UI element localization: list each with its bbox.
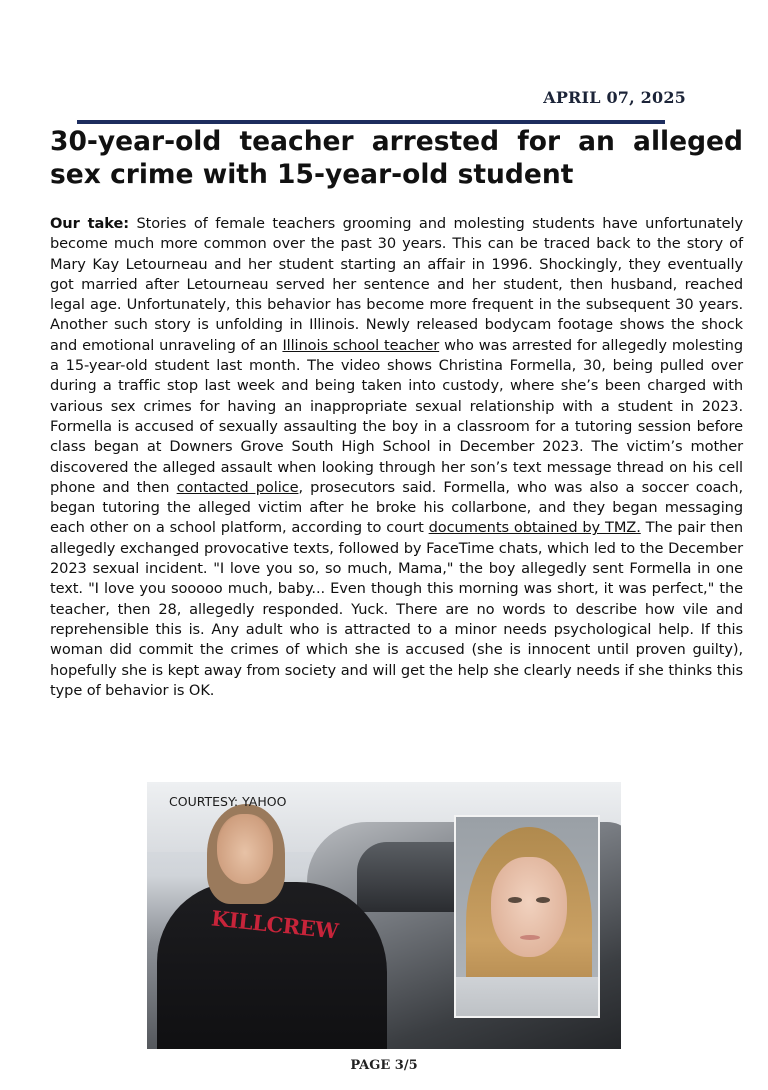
header-rule [77, 120, 665, 124]
photo-car-window [357, 842, 467, 912]
link-contacted-police[interactable]: contacted police [176, 478, 299, 496]
photo-courtesy-caption: COURTESY: YAHOO [169, 794, 287, 809]
paragraph-part-4: The pair then allegedly exchanged provocative texts, followed by FaceTime chats, which led to the December 2023 sexual incident. "I love you so, so much, Mama," the boy allegedly sent Formella in one text. "I love you sooooo much, baby... Even though this morning was short, it was perfect," the teacher, then 28, allegedly responded. Yuck. There are no words to describe how vile and reprehensible this is. Any adult who is attracted to a minor needs psychological help. If this woman did commit the crimes of which she is accused (she is innocent until proven guilty), hopefully she is kept away from society and will get the help she clearly needs if she thinks this type of behavior is OK. [50, 519, 743, 699]
link-illinois-school-teacher[interactable]: Illinois school teacher [282, 336, 440, 354]
news-photo [147, 782, 621, 1049]
article-date: APRIL 07, 2025 [543, 88, 686, 107]
paragraph-part-1: Stories of female teachers grooming and molesting students have unfortunately become much more common over the past 30 years. This can be traced back to the story of Mary Kay Letourneau and her student starting an affair in 1996. Shockingly, they eventually got married after Letourneau served her sentence and her student, then husband, reached legal age. Unfortunately, this behavior has become more frequent in the subsequent 30 years. Another such story is unfolding in Illinois. Newly released bodycam footage shows the shock and emotional unraveling of an [50, 215, 743, 354]
mugshot-mouth [520, 935, 540, 940]
hoodie-logo-text: KILLCREW [210, 905, 340, 944]
mugshot-inset [454, 815, 600, 1018]
mugshot-eye-right [536, 897, 550, 903]
headline: 30-year-old teacher arrested for an alleged sex crime with 15-year-old student [50, 126, 743, 190]
page-number: PAGE 3/5 [350, 1058, 418, 1073]
lead-label: Our take: [50, 215, 129, 232]
article-body [50, 214, 743, 701]
paragraph-part-3: , prosecutors said. Formella, who was also a soccer coach, began tutoring the alleged victim after he broke his collarbone, and they began messaging each other on a school platform, according to court [50, 478, 743, 537]
mugshot-face [491, 857, 567, 957]
photo-hoodie [157, 882, 387, 1049]
paragraph-part-2: who was arrested for allegedly molesting a 15-year-old student last month. The video shows Christina Formella, 30, being pulled over during a traffic stop last week and being taken into custody, where she’s been charged with various sex crimes for having an inappropriate sexual relationship with a student in 2023. Formella is accused of sexually assaulting the boy in a classroom for a tutoring session before class began at Downers Grove South High School in December 2023. The victim’s mother discovered the alleged assault when looking through her son’s text message thread on his cell phone and then [50, 336, 743, 496]
photo-person-head [217, 814, 273, 884]
mugshot-eye-left [508, 897, 522, 903]
mugshot-shirt [456, 977, 600, 1018]
link-documents-obtained-by-tmz[interactable]: documents obtained by TMZ. [428, 519, 641, 537]
